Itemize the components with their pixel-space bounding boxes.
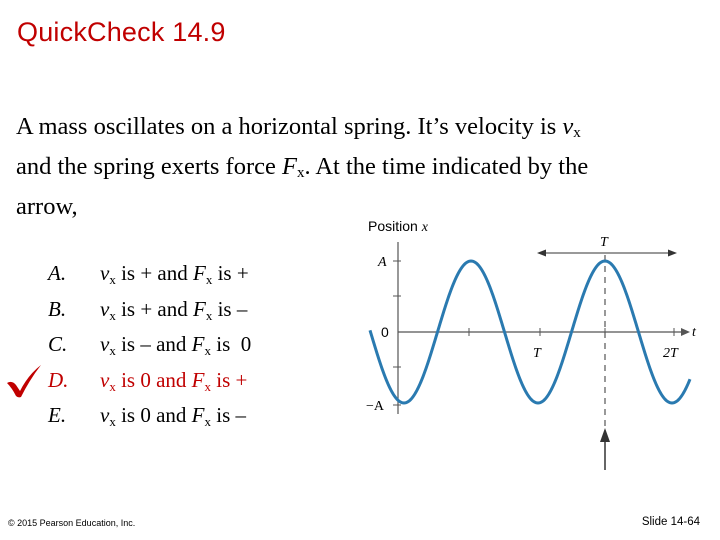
choice-f-sub: x xyxy=(204,343,211,358)
choice-mid: is 0 and xyxy=(115,367,192,392)
slide-number: Slide 14-64 xyxy=(641,516,700,528)
choice-end: is + xyxy=(212,261,249,285)
choice-f: F xyxy=(193,261,206,285)
checkmark-icon xyxy=(4,363,44,399)
question-line3: arrow, xyxy=(16,193,78,220)
choice-v: v xyxy=(100,261,110,285)
choice-f-sub: x xyxy=(204,378,211,394)
choice-v: v xyxy=(100,332,110,356)
x-axis-label: t xyxy=(692,325,696,340)
force-symbol: F xyxy=(282,153,297,180)
choice-f-sub: x xyxy=(204,414,211,429)
label-a: A xyxy=(378,255,387,270)
velocity-symbol: v xyxy=(562,113,574,140)
choice-f: F xyxy=(191,367,205,392)
choice-f-sub: x xyxy=(205,307,213,323)
choice-f-sub: x xyxy=(205,272,213,287)
choice-v: v xyxy=(100,403,110,427)
question-line2: and the spring exerts force xyxy=(16,153,282,180)
choice-end: is – xyxy=(210,403,246,427)
question-line1: A mass oscillates on a horizontal spring. It’s velocity is xyxy=(16,113,563,140)
choice-mid: is 0 and xyxy=(115,403,192,427)
question-line2-end: . At the time indicated by the xyxy=(304,153,589,180)
choice-text xyxy=(100,400,246,437)
question-text xyxy=(16,110,696,224)
choice-f: F xyxy=(191,403,205,427)
choice-text xyxy=(100,294,247,331)
choice-v-sub: x xyxy=(109,378,116,394)
label-neg-a: −A xyxy=(366,399,385,414)
label-zero: 0 xyxy=(381,324,389,340)
y-axis-label: Position x xyxy=(368,218,428,235)
period-label: T xyxy=(600,235,608,250)
label-t: T xyxy=(533,346,541,361)
choice-v-sub: x xyxy=(109,414,116,429)
choice-letter: A. xyxy=(48,261,67,285)
choice-v: v xyxy=(100,367,110,392)
up-arrow-icon xyxy=(600,428,610,442)
force-subscript: x xyxy=(296,165,305,181)
slide-title: QuickCheck 14.9 xyxy=(17,17,226,47)
choice-mid: is + and xyxy=(115,296,193,321)
choice-mid: is + and xyxy=(115,261,193,285)
x-axis-arrow-icon xyxy=(681,328,690,336)
choice-letter: E. xyxy=(48,403,67,427)
choice-f: F xyxy=(193,296,206,321)
choice-text xyxy=(100,365,247,402)
choice-text xyxy=(100,258,249,295)
choice-v-sub: x xyxy=(109,272,116,287)
choice-text xyxy=(100,329,251,366)
choice-letter: C. xyxy=(48,332,68,356)
choice-letter: B. xyxy=(48,296,67,321)
choice-f: F xyxy=(191,332,205,356)
choice-v: v xyxy=(100,296,110,321)
choice-end: is + xyxy=(210,367,248,392)
choice-end: is 0 xyxy=(210,332,252,356)
velocity-subscript: x xyxy=(573,125,581,141)
label-2t: 2T xyxy=(663,346,678,361)
choice-mid: is – and xyxy=(115,332,192,356)
choice-end: is – xyxy=(212,296,248,321)
choice-v-sub: x xyxy=(109,343,116,358)
choice-v-sub: x xyxy=(109,307,116,323)
choice-letter: D. xyxy=(48,367,69,392)
position-time-graph xyxy=(355,212,705,474)
copyright: © 2015 Pearson Education, Inc. xyxy=(8,518,136,528)
